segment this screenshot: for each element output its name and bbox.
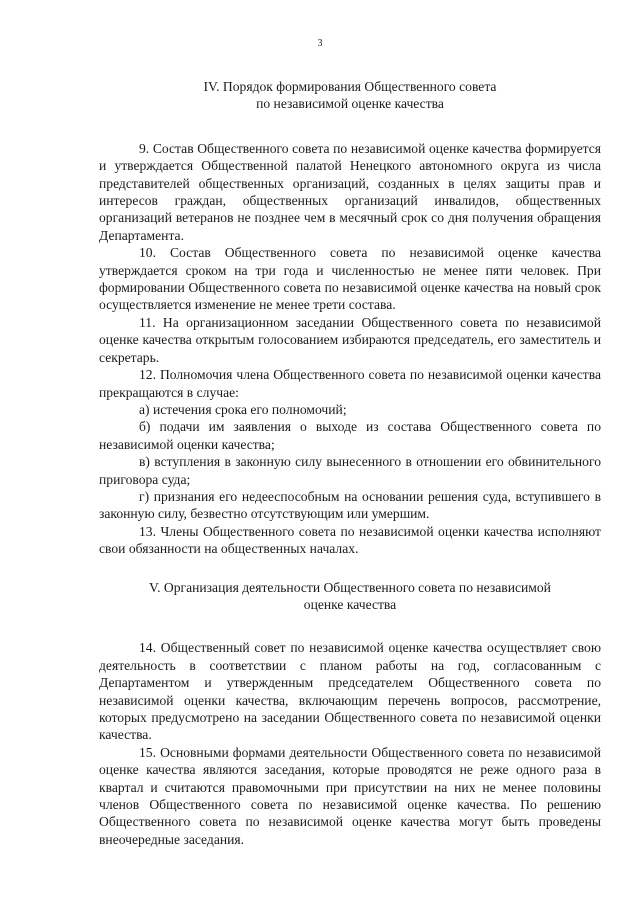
paragraph-12-item-b: б) подачи им заявления о выходе из состава Общественного совета по независимой оценки качества; <box>99 419 601 452</box>
section-iv-heading-line2: по независимой оценке качества <box>256 96 444 112</box>
document-body <box>99 78 601 848</box>
paragraph-9: 9. Состав Общественного совета по независимой оценке качества формируется и утверждается Общественной палатой Ненецкого автономного округа из числа представителей общественных организаций, созданных в целях защиты прав и интересов граждан, общественных организаций инвалидов, общественных организаций ветеранов не позднее чем в месячный срок со дня получения обращения Департамента. <box>99 140 601 243</box>
paragraph-12-item-g: г) признания его недееспособным на основании решения суда, вступившего в законную силу, безвестно отсутствующим или умершим. <box>99 488 601 522</box>
section-v-heading <box>99 579 601 614</box>
paragraph-10: 10. Состав Общественного совета по независимой оценке качества утверждается сроком на три года и численностью не менее пяти человек. При формировании Общественного совета по независимой оценке качества на новый срок осуществляется изменение не менее трети состава. <box>99 245 601 313</box>
section-v-body <box>99 639 601 848</box>
section-iv-heading <box>99 78 601 113</box>
section-v-heading-line1: V. Организация деятельности Общественного совета по независимой <box>149 579 551 595</box>
section-iv-heading-line1: IV. Порядок формирования Общественного совета <box>203 79 497 94</box>
paragraph-12-item-a: а) истечения срока его полномочий; <box>139 401 347 417</box>
paragraph-12-item-v: в) вступления в законную силу вынесенного в отношении его обвинительного приговора суда; <box>99 454 601 487</box>
paragraph-13: 13. Члены Общественного совета по независимой оценки качества исполняют свои обязанности на общественных началах. <box>99 523 601 557</box>
paragraph-15: 15. Основными формами деятельности Общественного совета по независимой оценке качества являются заседания, которые проводятся не реже одного раза в квартал и считаются правомочными при присутствии на них не менее половины членов Общественного совета по независимой оценке качества. По решению Общественного совета по независимой оценке качества могут быть проведены внеочередные заседания. <box>99 744 601 847</box>
page-number: 3 <box>317 38 323 49</box>
section-iv-body <box>99 140 601 558</box>
paragraph-12: 12. Полномочия члена Общественного совета по независимой оценки качества прекращаются в случае: <box>99 367 601 400</box>
section-v-heading-line2: оценке качества <box>303 596 397 612</box>
paragraph-11: 11. На организационном заседании Общественного совета по независимой оценке качества открытым голосованием избираются председатель, его заместитель и секретарь. <box>99 314 601 365</box>
paragraph-14: 14. Общественный совет по независимой оценке качества осуществляет свою деятельность в соответствии с планом работы на год, согласованным с Департаментом и утвержденным председателем Общественного совета по независимой оценки качества, включающим перечень вопросов, рассмотрение, которых предусмотрено на заседании Общественного совета по независимой оценки качества. <box>99 640 601 743</box>
